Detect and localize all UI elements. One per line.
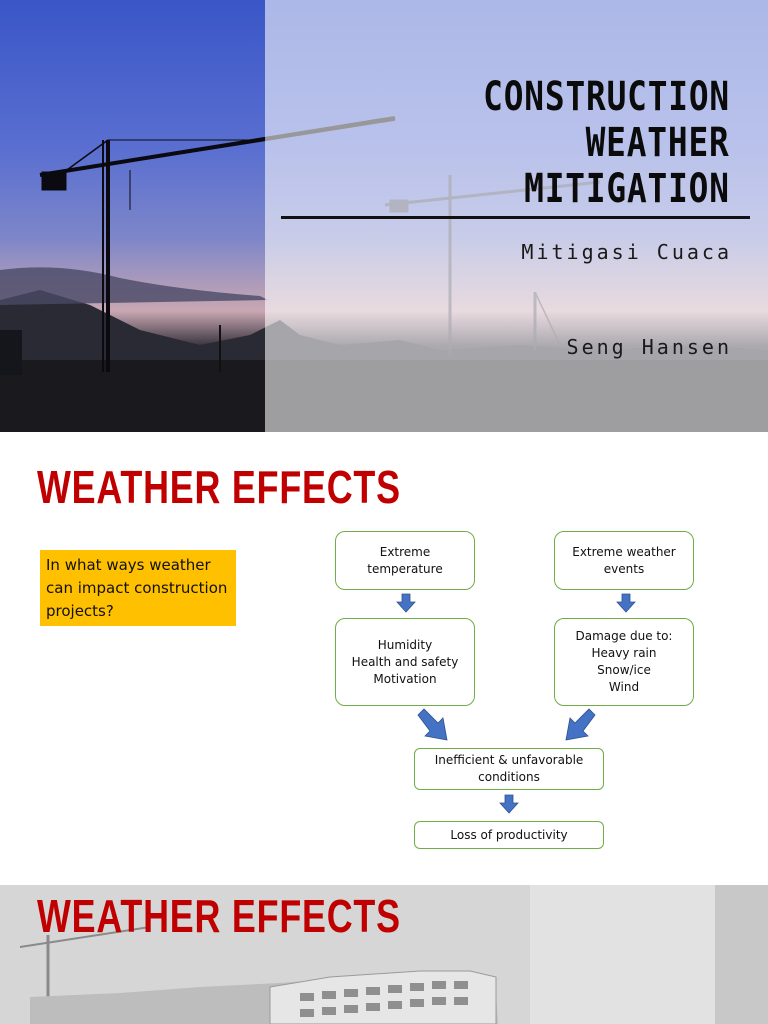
slide-title: WEATHER EFFECTS — [37, 461, 401, 513]
title-line-3: MITIGATION — [524, 166, 730, 212]
box-extreme-temperature — [335, 531, 475, 590]
box-text-line: Inefficient & unfavorable — [434, 753, 584, 767]
box-text-line: Humidity — [377, 637, 433, 652]
box-temperature-effects — [335, 618, 475, 706]
down-arrow-icon — [499, 794, 519, 814]
box-text-line: Health and safety — [351, 654, 459, 669]
author-name: Seng Hansen — [566, 335, 732, 359]
question-line-2: can impact construction — [46, 579, 228, 597]
diagonal-arrow-right-icon — [416, 708, 450, 744]
box-text-line: conditions — [478, 770, 540, 784]
box-text-line: Extreme weather — [572, 544, 676, 559]
question-line-3: projects? — [46, 602, 114, 620]
box-text-line: events — [603, 561, 645, 576]
box-text-line: Damage due to: — [575, 629, 673, 643]
box-extreme-weather-events — [554, 531, 694, 590]
box-inefficient-conditions — [414, 748, 604, 790]
box-weather-damage — [554, 618, 694, 706]
diagonal-arrow-left-icon — [563, 708, 597, 744]
title-line-1: CONSTRUCTION — [483, 74, 730, 120]
weather-effects-slide — [0, 432, 768, 885]
weather-effects-photo-slide — [0, 885, 768, 1024]
down-arrow-icon — [616, 593, 636, 613]
box-text-line: Wind — [608, 680, 640, 694]
question-callout — [40, 550, 236, 626]
box-text-line: Loss of productivity — [450, 827, 568, 842]
box-text-line: Extreme — [379, 544, 431, 559]
title-slide — [0, 0, 768, 432]
down-arrow-icon — [396, 593, 416, 613]
box-loss-of-productivity — [414, 821, 604, 849]
slide-title: WEATHER EFFECTS — [37, 890, 401, 942]
box-text-line: temperature — [367, 561, 443, 576]
box-text-line: Heavy rain — [591, 646, 657, 660]
title-divider — [281, 216, 750, 219]
question-line-1: In what ways weather — [46, 556, 211, 574]
title-line-2: WEATHER — [586, 120, 730, 166]
subtitle: Mitigasi Cuaca — [521, 240, 732, 264]
box-text-line: Motivation — [373, 671, 437, 686]
box-text-line: Snow/ice — [597, 663, 651, 677]
